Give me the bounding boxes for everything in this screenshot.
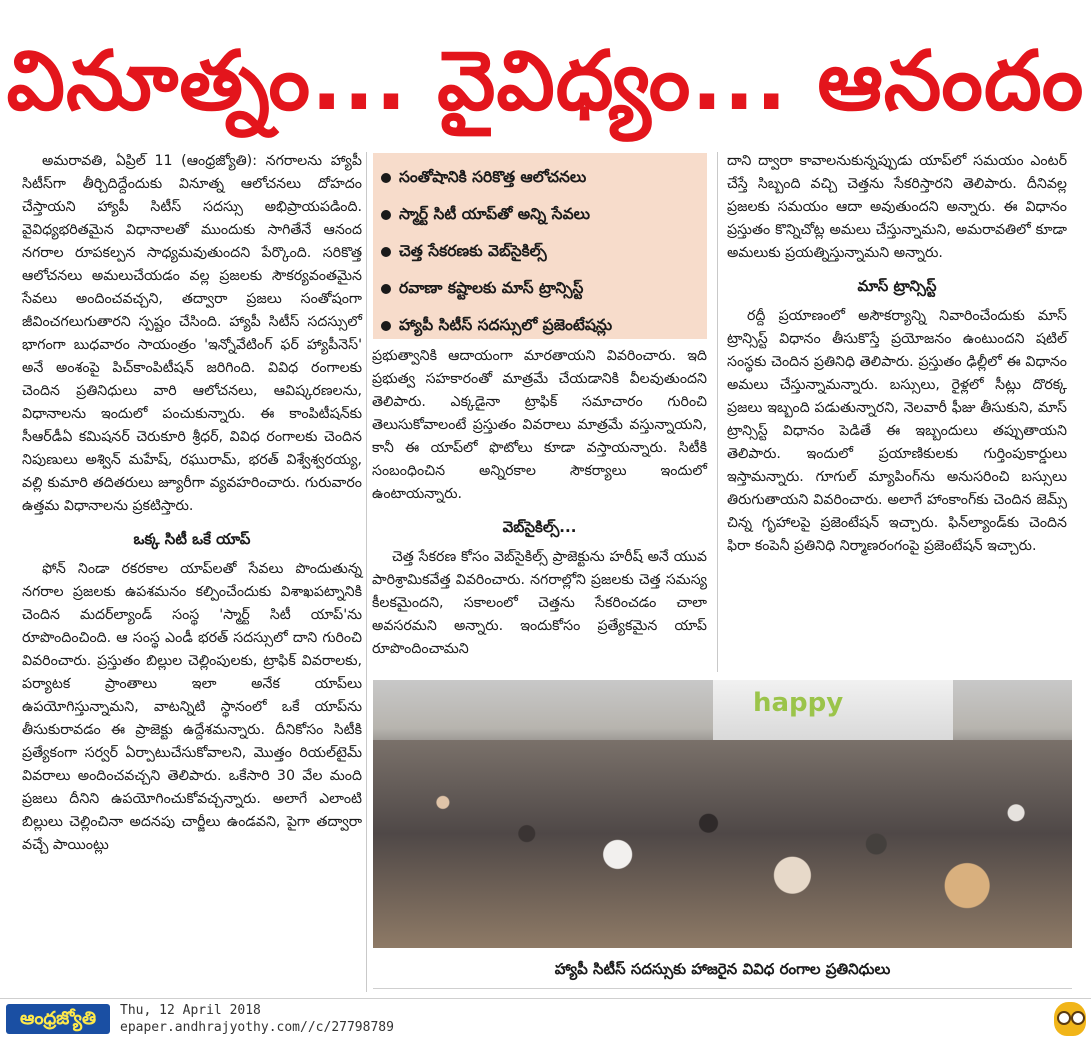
highlights-box	[373, 153, 707, 339]
conference-photo	[373, 680, 1072, 948]
article-paragraph: చెత్త సేకరణ కోసం వెబ్‌సైకిల్స్ ప్రాజెక్టును హరీష్ అనే యువ పారిశ్రామికవేత్త వివరించారు. నగరాల్లోని ప్రజలకు చెత్త సమస్య కీలకమైందని, సకాలంలో చెత్తను సేకరించడం చాలా అవసరమని అన్నారు. ఇందుకోసం ప్రత్యేకమైన యాప్ రూపొందించామని	[372, 549, 707, 657]
article-column-2	[372, 345, 707, 661]
column-divider	[366, 152, 367, 992]
section-subhead: వెబ్‌సైకిల్స్...	[502, 518, 577, 536]
highlight-item	[381, 270, 707, 307]
stage-logo-text: happy	[753, 688, 844, 718]
article-paragraph: రద్దీ ప్రయాణంలో అసౌకర్యాన్ని నివారించేందుకు మాస్ ట్రాన్సిస్ట్ విధానం తీసుకొస్తే ప్రయోజనం ఉంటుందని షటిల్ సంస్థకు చెందిన ప్రతినిధి తెలిపారు. ప్రస్తుతం ఢిల్లీలో ఈ విధానం అమలు చేస్తున్నామన్నారు. బస్సులు, రైళ్లలో సీట్లు దొరక్క ప్రజలు ఇబ్బంది పడుతున్నారని, నెలవారీ ఫీజు తీసుకుని, మాస్ ట్రాన్సిస్ట్ విధానం పెడితే ఈ ఇబ్బందులు తప్పుతాయని తెలిపారు. ఇందులో ప్రయాణికులకు గుర్తింపుకార్డులు ఇస్తామన్నారు. గూగుల్ మ్యాపింగ్‌ను అనుసరించి బస్సులు తిరుగుతాయని వివరించారు. అలాగే హాంకాంగ్‌కు చెందిన జెమ్స్ చిన్న గృహాలపై ప్రజెంటేషన్ ఇచ్చారు. ఫిన్‌ల్యాండ్‌కు చెందిన ఫిరా కంపెనీ ప్రతినిధి నిర్మాణరంగంపై ప్రజెంటేషన్ ఇచ్చారు.	[727, 308, 1067, 554]
column-divider	[717, 152, 718, 672]
owl-eye-icon	[1057, 1011, 1071, 1025]
article-paragraph: ప్రభుత్వానికి ఆదాయంగా మారతాయని వివరించారు. ఇది ప్రభుత్వ సహకారంతో మాత్రమే చేయడానికి వీలవుతుందని తెలిపారు. ఎక్కడైనా ట్రాఫిక్ సమాచారం గురించి తెలుసుకోవాలంటే ప్రస్తుతం వివరాలు మాత్రమే వస్తున్నాయని, కానీ ఈ యాప్‌లో ఫొటోలు కూడా వస్తాయన్నారు. సిటీకి సంబంధించిన అన్నిరకాల సౌకర్యాలు ఇందులో ఉంటాయన్నారు.	[372, 348, 707, 502]
article-paragraph: ఫోన్ నిండా రకరకాల యాప్‌లతో సేవలు పొందుతున్న నగరాల ప్రజలకు ఉపశమనం కల్పించేందుకు విశాఖపట్నానికి చెందిన మదర్‌ల్యాండ్ సంస్థ 'స్మార్ట్ సిటీ యాప్'ను రూపొందించింది. ఆ సంస్థ ఎండీ భరత్ సదస్సులో దాని గురించి వివరించారు. ప్రస్తుతం బిల్లుల చెల్లింపులకు, ట్రాఫిక్ వివరాలకు, పర్యాటక ప్రాంతాలు ఇలా అనేక యాప్‌లు ఉపయోగిస్తున్నామని, వాటన్నిటి స్థానంలో ఒకే యాప్‌ను తీసుకురావడం ఈ ప్రాజెక్టు ఉద్దేశమన్నారు. దీనికోసం సిటీకి ప్రత్యేకంగా సర్వర్ ఏర్పాటుచేసుకోవాలని, మొత్తం రియల్‌టైమ్ వివరాలు అందించవచ్చని తెలిపారు. ఒకేసారి 30 వేల మంది ప్రజలు దీనిని ఉపయోగించుకోవచ్చన్నారు. అలాగే ఎలాంటి బిల్లులు చెల్లించినా అదనపు చార్జీలు ఉండవని, పైగా తద్వారా వచ్చే పాయింట్లు	[22, 561, 362, 853]
highlight-item	[381, 196, 707, 233]
highlight-text: హ్యాపీ సిటీస్ సదస్సులో ప్రజెంటేషన్లు	[399, 316, 613, 334]
article-column-1	[22, 150, 362, 857]
highlight-text: సంతోషానికి సరికొత్త ఆలోచనలు	[399, 168, 587, 186]
owl-eye-icon	[1071, 1011, 1085, 1025]
footer-info	[120, 1002, 394, 1036]
footer-divider	[0, 998, 1091, 999]
bullet-icon	[381, 173, 391, 183]
bullet-icon	[381, 321, 391, 331]
headline: వినూత్నం... వైవిధ్యం... ఆనందం	[6, 34, 1085, 129]
highlight-item	[381, 307, 707, 344]
bullet-icon	[381, 284, 391, 294]
bullet-icon	[381, 210, 391, 220]
section-subhead: మాస్ ట్రాన్సిస్ట్	[857, 277, 937, 295]
owl-mascot-icon	[1054, 1002, 1086, 1036]
bullet-icon	[381, 247, 391, 257]
audience-crowd	[373, 740, 1072, 948]
highlight-text: చెత్త సేకరణకు వెబ్‌సైకిల్స్	[399, 242, 547, 260]
article-paragraph: దాని ద్వారా కావాలనుకున్నప్పుడు యాప్‌లో సమయం ఎంటర్ చేస్తే సిబ్బంది వచ్చి చెత్తను సేకరిస్తారని తెలిపారు. దీనివల్ల ప్రజలకు సమయం ఆదా అవుతుందని అన్నారు. ఈ విధానం ప్రస్తుతం కొన్నిచోట్ల అమలు చేస్తున్నామని, అమరావతిలో కూడా అమలుకు ప్రయత్నిస్తున్నామని అన్నారు.	[727, 153, 1067, 261]
newspaper-logo: ఆంధ్రజ్యోతి	[6, 1004, 110, 1034]
article-paragraph: అమరావతి, ఏప్రిల్ 11 (ఆంధ్రజ్యోతి): నగరాలను హ్యాపీ సిటీస్‌గా తీర్చిదిద్దేందుకు వినూత్న ఆలోచనలు దోహదం చేస్తాయని హ్యాపీ సిటీస్ సదస్సు అభిప్రాయపడింది. వైవిధ్యభరితమైన విధానాలతో ముందుకు సాగితేనే ఆనంద నగరాల రూపకల్పన సాధ్యమవుతుందని పేర్కొంది. సరికొత్త ఆలోచనలు అమలుచేయడం వల్ల ప్రజలకు సౌకర్యవంతమైన సేవలు అందించవచ్చని, తద్వారా ప్రజలు సంతోషంగా జీవించగలుగుతారని స్పష్టం చేసింది. హ్యాపీ సిటీస్ సదస్సులో భాగంగా బుధవారం సాయంత్రం 'ఇన్నోవేటింగ్ ఫర్ హ్యాపీనెస్' అనే అంశంపై పిచ్‌కాంపిటీషన్ జరిగింది. వివిధ రంగాలకు చెందిన ప్రతినిధులు వారి ఆలోచనలు, ఆవిష్కరణలను, విధానాలను ఇందులో పంచుకున్నారు. ఈ కాంపిటీషన్‌కు సీఆర్‌డీఏ కమిషనర్ చెరుకూరి శ్రీధర్, వివిధ రంగాలకు చెందిన నిపుణులు అశ్విన్ మహేష్, రఘురామ్, భరత్ విశ్వేశ్వరయ్య, వల్లి కుమారి తదితరులు జ్యూరీగా వ్యవహరించారు. గురువారం ఉత్తమ విధానాలను ప్రకటిస్తారు.	[22, 153, 362, 514]
edition-date: Thu, 12 April 2018	[120, 1003, 261, 1018]
highlight-text: రవాణా కష్టాలకు మాస్ ట్రాన్సిస్ట్	[399, 279, 584, 297]
highlight-item	[381, 159, 707, 196]
section-subhead: ఒక్క సిటీ ఒకే యాప్	[133, 530, 251, 548]
article-column-3	[727, 150, 1067, 558]
epaper-link[interactable]: epaper.andhrajyothy.com//c/27798789	[120, 1020, 394, 1035]
photo-caption: హ్యాపీ సిటీస్ సదస్సుకు హాజరైన వివిధ రంగాల ప్రతినిధులు	[373, 952, 1072, 989]
highlight-text: స్మార్ట్ సిటీ యాప్‌తో అన్ని సేవలు	[399, 205, 590, 223]
highlight-item	[381, 233, 707, 270]
